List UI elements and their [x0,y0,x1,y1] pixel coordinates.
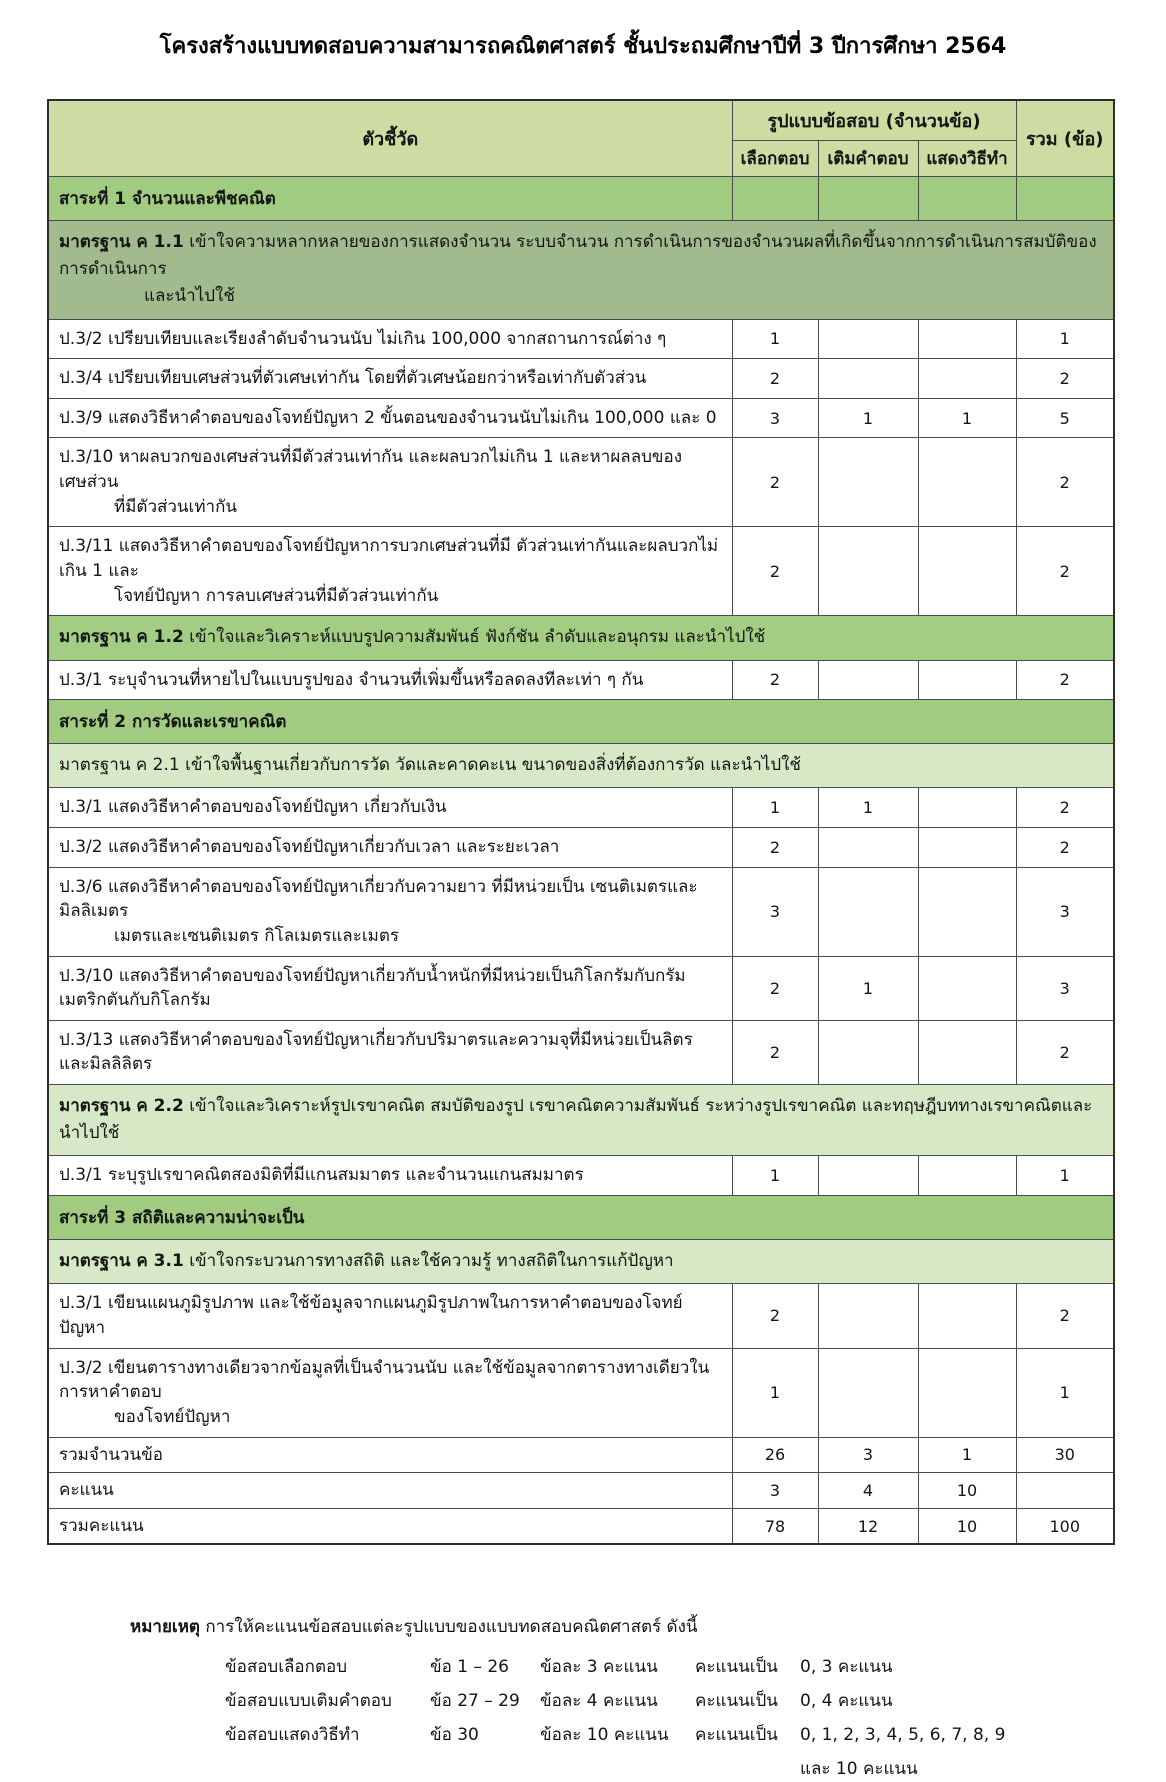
standard-text [48,221,1114,320]
header-total: รวม (ข้อ) [1016,100,1114,177]
fill-count-cell [818,1348,918,1437]
show-count-cell: 10 [918,1473,1016,1509]
note-score-values: 0, 3 คะแนน [800,1657,893,1678]
indicator-row [48,398,1114,438]
standard-row-1-1 [48,221,1114,320]
fill-count-cell: 1 [818,788,918,828]
note-points-each: ข้อละ 10 คะแนน [540,1725,669,1746]
choice-count-cell: 1 [732,788,818,828]
total-count-cell: 30 [1016,1437,1114,1473]
indicator-row [48,438,1114,527]
strand-empty-cell [732,177,818,221]
indicator-row [48,827,1114,867]
fill-count-cell [818,867,918,956]
note-item-range: ข้อ 27 – 29 [430,1691,520,1712]
indicator-line2: ที่มีตัวส่วนเท่ากัน [114,496,238,517]
show-count-cell [918,359,1016,399]
indicator-cell [48,867,732,956]
header-format-choice: เลือกตอบ [732,141,818,177]
indicator-cell: ป.3/1 ระบุจำนวนที่หายไปในแบบรูปของ จำนวนที่เพิ่มขึ้นหรือลดลงทีละเท่า ๆ กัน [48,660,732,700]
indicator-cell [48,438,732,527]
standard-code: มาตรฐาน ค 1.1 [59,232,184,252]
note-score-values: 0, 1, 2, 3, 4, 5, 6, 7, 8, 9 [800,1725,1006,1746]
total-count-cell: 1 [1016,319,1114,359]
standard-code: มาตรฐาน ค 1.2 [59,627,184,648]
show-count-cell [918,660,1016,700]
summary-label: คะแนน [48,1473,732,1509]
strand-label: สาระที่ 2 การวัดและเรขาคณิต [48,700,1114,744]
standard-row-2-2 [48,1085,1114,1156]
fill-count-cell: 3 [818,1437,918,1473]
page-title: โครงสร้างแบบทดสอบความสามารถคณิตศาสตร์ ชั้นประถมศึกษาปีที่ 3 ปีการศึกษา 2564 [159,34,1007,59]
show-count-cell [918,867,1016,956]
indicator-row [48,319,1114,359]
fill-count-cell [818,359,918,399]
header-format-group: รูปแบบข้อสอบ (จำนวนข้อ) [732,100,1016,141]
indicator-cell: ป.3/13 แสดงวิธีหาคำตอบของโจทย์ปัญหาเกี่ยวกับปริมาตรและความจุที่มีหน่วยเป็นลิตรและมิลลิลิตร [48,1020,732,1084]
note-score-as: คะแนนเป็น [695,1657,778,1678]
choice-count-cell: 2 [732,956,818,1020]
indicator-row [48,867,1114,956]
indicator-line1: ป.3/6 แสดงวิธีหาคำตอบของโจทย์ปัญหาเกี่ยวกับความยาว ที่มีหน่วยเป็น เซนติเมตรและมิลลิเมตร [59,876,698,922]
footnote-heading-label: หมายเหตุ [130,1617,200,1638]
indicator-row [48,1156,1114,1196]
standard-desc: เข้าใจและวิเคราะห์รูปเรขาคณิต สมบัติของรูป เรขาคณิตความสัมพันธ์ ระหว่างรูปเรขาคณิต และทฤษฎีบททางเรขาคณิตและนำไปใช้ [59,1096,1093,1144]
note-score-as: คะแนนเป็น [695,1691,778,1712]
note-score-values: 0, 4 คะแนน [800,1691,893,1712]
note-exam-type: ข้อสอบแสดงวิธีทำ [225,1725,360,1746]
choice-count-cell: 2 [732,359,818,399]
choice-count-cell: 78 [732,1508,818,1544]
standard-text [48,1240,1114,1284]
total-count-cell: 1 [1016,1156,1114,1196]
indicator-row [48,359,1114,399]
show-count-cell [918,956,1016,1020]
show-count-cell [918,1348,1016,1437]
indicator-cell [48,527,732,616]
indicator-cell: ป.3/4 เปรียบเทียบเศษส่วนที่ตัวเศษเท่ากัน โดยที่ตัวเศษน้อยกว่าหรือเท่ากับตัวส่วน [48,359,732,399]
standard-desc: เข้าใจพื้นฐานเกี่ยวกับการวัด วัดและคาดคะเน ขนาดของสิ่งที่ต้องการวัด และนำไปใช้ [185,755,801,776]
choice-count-cell: 2 [732,438,818,527]
footnote-heading [130,1613,1166,1640]
summary-label: รวมจำนวนข้อ [48,1437,732,1473]
header-format-fill: เติมคำตอบ [818,141,918,177]
choice-count-cell: 3 [732,867,818,956]
strand-empty-cell [918,177,1016,221]
indicator-line2: โจทย์ปัญหา การลบเศษส่วนที่มีตัวส่วนเท่ากัน [114,585,439,606]
standard-row-1-2 [48,616,1114,660]
header-indicator: ตัวชี้วัด [48,100,732,177]
show-count-cell [918,1156,1016,1196]
fill-count-cell: 1 [818,956,918,1020]
note-points-each: ข้อละ 3 คะแนน [540,1657,658,1678]
indicator-row [48,1348,1114,1437]
indicator-line1: ป.3/2 เขียนตารางทางเดียวจากข้อมูลที่เป็นจำนวนนับ และใช้ข้อมูลจากตารางทางเดียวในการหาคำตอบ [59,1357,710,1403]
fill-count-cell: 4 [818,1473,918,1509]
indicator-cell [48,1348,732,1437]
footnote-line [225,1688,1166,1714]
standard-row-2-1 [48,744,1114,788]
fill-count-cell [818,438,918,527]
total-count-cell: 2 [1016,788,1114,828]
footnote-line [225,1654,1166,1680]
indicator-cell: ป.3/1 เขียนแผนภูมิรูปภาพ และใช้ข้อมูลจากแผนภูมิรูปภาพในการหาคำตอบของโจทย์ปัญหา [48,1284,732,1348]
standard-text [48,744,1114,788]
show-count-cell [918,438,1016,527]
choice-count-cell: 2 [732,527,818,616]
strand-label: สาระที่ 3 สถิติและความน่าจะเป็น [48,1196,1114,1240]
indicator-cell: ป.3/1 ระบุรูปเรขาคณิตสองมิติที่มีแกนสมมาตร และจำนวนแกนสมมาตร [48,1156,732,1196]
footnote-line [225,1722,1166,1748]
fill-count-cell [818,319,918,359]
indicator-row [48,788,1114,828]
choice-count-cell: 2 [732,660,818,700]
note-score-as: คะแนนเป็น [695,1725,778,1746]
indicator-row [48,660,1114,700]
fill-count-cell [818,1156,918,1196]
note-exam-type: ข้อสอบเลือกตอบ [225,1657,347,1678]
show-count-cell [918,1284,1016,1348]
indicator-row [48,527,1114,616]
footnote [130,1613,1166,1782]
indicator-cell: ป.3/9 แสดงวิธีหาคำตอบของโจทย์ปัญหา 2 ขั้นตอนของจำนวนนับไม่เกิน 100,000 และ 0 [48,398,732,438]
show-count-cell [918,827,1016,867]
indicator-row [48,1020,1114,1084]
indicator-line2: ของโจทย์ปัญหา [114,1406,231,1427]
total-count-cell [1016,1473,1114,1509]
indicator-cell: ป.3/1 แสดงวิธีหาคำตอบของโจทย์ปัญหา เกี่ยวกับเงิน [48,788,732,828]
standard-row-3-1 [48,1240,1114,1284]
show-count-cell: 10 [918,1508,1016,1544]
total-count-cell: 2 [1016,827,1114,867]
indicator-line2: เมตรและเซนติเมตร กิโลเมตรและเมตร [114,925,400,946]
header-row-1 [48,100,1114,141]
note-exam-type: ข้อสอบแบบเติมคำตอบ [225,1691,392,1712]
fill-count-cell [818,827,918,867]
strand-row-3 [48,1196,1114,1240]
strand-empty-cell [1016,177,1114,221]
choice-count-cell: 1 [732,1156,818,1196]
total-count-cell: 100 [1016,1508,1114,1544]
choice-count-cell: 3 [732,1473,818,1509]
choice-count-cell: 26 [732,1437,818,1473]
fill-count-cell [818,1020,918,1084]
indicator-cell: ป.3/2 แสดงวิธีหาคำตอบของโจทย์ปัญหาเกี่ยวกับเวลา และระยะเวลา [48,827,732,867]
fill-count-cell [818,527,918,616]
indicator-cell: ป.3/2 เปรียบเทียบและเรียงลำดับจำนวนนับ ไม่เกิน 100,000 จากสถานการณ์ต่าง ๆ [48,319,732,359]
choice-count-cell: 2 [732,1020,818,1084]
standard-code: มาตรฐาน ค 2.1 [59,755,180,776]
standard-code: มาตรฐาน ค 3.1 [59,1251,184,1272]
show-count-cell [918,1020,1016,1084]
header-format-show: แสดงวิธีทำ [918,141,1016,177]
total-count-cell: 2 [1016,527,1114,616]
footnote-heading-text: การให้คะแนนข้อสอบแต่ละรูปแบบของแบบทดสอบคณิตศาสตร์ ดังนี้ [205,1617,698,1638]
show-count-cell [918,319,1016,359]
total-count-cell: 2 [1016,359,1114,399]
strand-row-2 [48,700,1114,744]
fill-count-cell [818,660,918,700]
total-count-cell: 5 [1016,398,1114,438]
strand-empty-cell [818,177,918,221]
note-item-range: ข้อ 1 – 26 [430,1657,509,1678]
choice-count-cell: 2 [732,1284,818,1348]
fill-count-cell: 12 [818,1508,918,1544]
indicator-row [48,1284,1114,1348]
show-count-cell [918,788,1016,828]
choice-count-cell: 1 [732,1348,818,1437]
total-count-cell: 3 [1016,867,1114,956]
standard-text [48,1085,1114,1156]
summary-row-total-items [48,1437,1114,1473]
indicator-row [48,956,1114,1020]
total-count-cell: 1 [1016,1348,1114,1437]
total-count-cell: 2 [1016,1284,1114,1348]
total-count-cell: 2 [1016,660,1114,700]
indicator-cell: ป.3/10 แสดงวิธีหาคำตอบของโจทย์ปัญหาเกี่ยวกับน้ำหนักที่มีหน่วยเป็นกิโลกรัมกับกรัม เมตริกตันกับกิโลกรัม [48,956,732,1020]
indicator-line1: ป.3/10 หาผลบวกของเศษส่วนที่มีตัวส่วนเท่ากัน และผลบวกไม่เกิน 1 และหาผลลบของเศษส่วน [59,447,683,493]
show-count-cell: 1 [918,398,1016,438]
standard-desc: เข้าใจความหลากหลายของการแสดงจำนวน ระบบจำนวน การดำเนินการของจำนวนผลที่เกิดขึ้นจากการดำเนินการสมบัติของการดำเนินการ [59,232,1097,280]
note-points-each: ข้อละ 4 คะแนน [540,1691,658,1712]
standard-desc: เข้าใจและวิเคราะห์แบบรูปความสัมพันธ์ ฟังก์ชัน ลำดับและอนุกรม และนำไปใช้ [189,627,766,648]
standard-text [48,616,1114,660]
standard-code: มาตรฐาน ค 2.2 [59,1096,184,1117]
choice-count-cell: 2 [732,827,818,867]
show-count-cell: 1 [918,1437,1016,1473]
choice-count-cell: 3 [732,398,818,438]
summary-row-total-points [48,1508,1114,1544]
fill-count-cell [818,1284,918,1348]
indicator-line1: ป.3/11 แสดงวิธีหาคำตอบของโจทย์ปัญหาการบวกเศษส่วนที่มี ตัวส่วนเท่ากันและผลบวกไม่เกิน 1 และ [59,536,719,582]
choice-count-cell: 1 [732,319,818,359]
strand-row-1 [48,177,1114,221]
standard-desc-line2: และนำไปใช้ [144,286,235,307]
total-count-cell: 2 [1016,1020,1114,1084]
strand-label: สาระที่ 1 จำนวนและพีชคณิต [48,177,732,221]
total-count-cell: 3 [1016,956,1114,1020]
summary-label: รวมคะแนน [48,1508,732,1544]
fill-count-cell: 1 [818,398,918,438]
total-count-cell: 2 [1016,438,1114,527]
footnote-continuation: และ 10 คะแนน [800,1759,918,1780]
note-item-range: ข้อ 30 [430,1725,479,1746]
test-blueprint-table [47,99,1115,1545]
show-count-cell [918,527,1016,616]
summary-row-points-per-item [48,1473,1114,1509]
standard-desc: เข้าใจกระบวนการทางสถิติ และใช้ความรู้ ทางสถิติในการแก้ปัญหา [189,1251,674,1272]
